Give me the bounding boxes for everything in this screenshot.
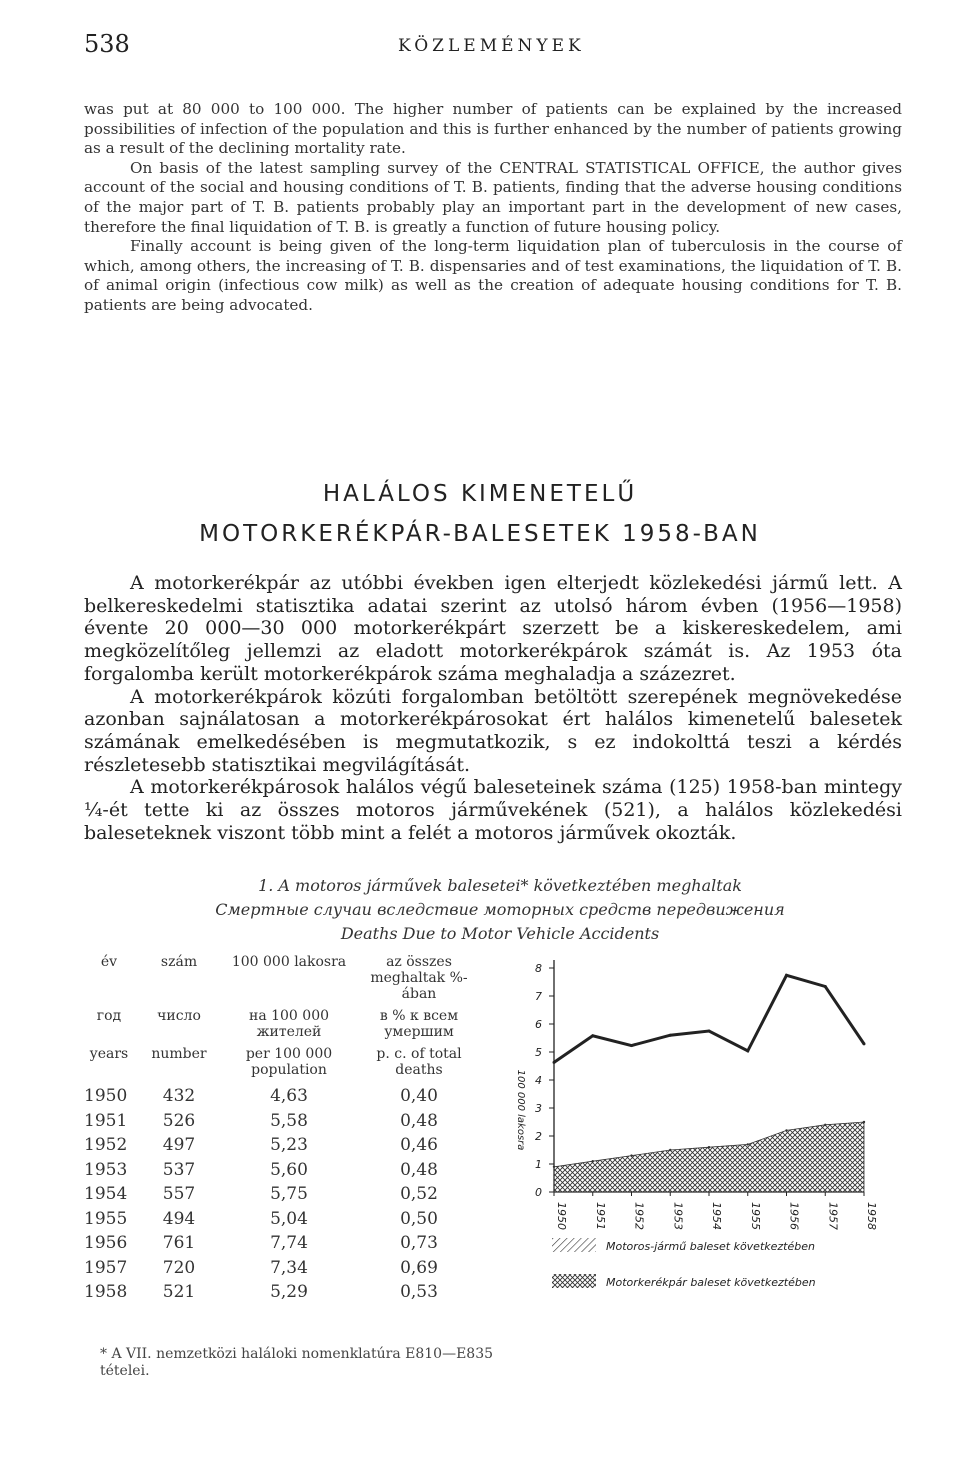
x-tick-label: 1950 [555, 1202, 568, 1230]
table-cell: 494 [162, 1208, 196, 1229]
column-header: szám [160, 954, 198, 970]
header-row-russian [84, 1008, 504, 1040]
table-cell: 7,34 [270, 1257, 308, 1278]
article-body [84, 572, 902, 844]
motorcycle-point [785, 1129, 787, 1131]
table-cell: 4,63 [270, 1086, 308, 1106]
table-cell: 5,04 [270, 1208, 308, 1229]
table-cell: 5,29 [270, 1282, 308, 1302]
table-caption [180, 874, 820, 946]
column-header: число [157, 1008, 201, 1024]
table-cell: 1952 [84, 1135, 128, 1155]
table-cell: 5,60 [270, 1159, 308, 1180]
motor-vehicle-point [553, 1061, 556, 1064]
motorcycle-point [592, 1160, 594, 1162]
x-tick-label: 1951 [593, 1202, 607, 1230]
summary-paragraph: was put at 80 000 to 100 000. The higher number of patients can be explained by the increased possibilities of infection of the population and this is further enhanced by the number of patients growing as a result of the declining mortality rate. [84, 100, 902, 158]
column-header: év [100, 954, 118, 970]
table-cell: 0,73 [400, 1233, 438, 1253]
table-cell: 5,58 [270, 1110, 308, 1131]
table-cell: 1950 [84, 1086, 128, 1106]
table-cell: 0,69 [400, 1257, 438, 1278]
motor-vehicle-point [708, 1030, 711, 1033]
motorcycle-point [747, 1143, 749, 1145]
legend-label: Motoros-jármű baleset következtében [606, 1240, 815, 1253]
table-cell: 5,75 [270, 1184, 308, 1204]
motorcycle-point [669, 1149, 671, 1151]
motorcycle-point [708, 1146, 710, 1148]
legend-label: Motorkerékpár baleset következtében [606, 1276, 816, 1289]
summary-paragraph: On basis of the latest sampling survey of the CENTRAL STATISTICAL OFFICE, the author gives account of the social and housing conditions of T. B. patients, finding that the adverse housing conditions of the major part of T. B. patients probably play an important part in the development of new cases, therefore the final liquidation of T. B. is greatly a function of future housing policy. [84, 158, 902, 236]
table-cell: 0,48 [400, 1159, 438, 1180]
series-line-motor-vehicle [554, 975, 864, 1062]
table-row [84, 1158, 504, 1183]
table-cell: 537 [162, 1159, 196, 1180]
column-header: p. c. of total deaths [376, 1046, 462, 1078]
legend-swatch-hatch [552, 1238, 596, 1252]
header-row-hungarian [84, 954, 504, 1002]
motor-vehicle-point [746, 1049, 749, 1052]
x-tick-label: 1952 [632, 1202, 646, 1230]
table-row [84, 1207, 504, 1232]
body-paragraph: A motorkerékpár az utóbbi években igen elterjedt közlekedési jármű lett. A belkereskedelmi statisztika adatai szerint az utolsó három évben (1956—1958) évente 20 000—30 000 motorkerékpárt szerzett be a kiskereskedelem, ami megközelítőleg jellemzi az eladott motorkerékpárok számát is. Az 1953 óta forgalomba került motorkerékpárok száma meghaladja a százezret. [84, 572, 902, 685]
table-cell: 526 [162, 1110, 196, 1131]
column-header: number [151, 1046, 207, 1062]
table-cell: 497 [162, 1135, 196, 1155]
table-cell: 0,40 [400, 1086, 438, 1106]
table-cell: 1957 [84, 1257, 128, 1278]
table-cell: 0,46 [400, 1135, 438, 1155]
table-body [84, 1084, 504, 1305]
column-header: в % к всем умершим [379, 1008, 459, 1040]
article-title-line: MOTORKERÉKPÁR-BALESETEK 1958-BAN [199, 521, 761, 547]
y-tick-label: 2 [535, 1130, 542, 1143]
y-tick-label: 8 [535, 962, 542, 975]
table-cell: 5,23 [270, 1135, 308, 1155]
motor-vehicle-point [824, 985, 827, 988]
column-header: per 100 000 population [245, 1046, 333, 1078]
table-row [84, 1256, 504, 1281]
motorcycle-point [863, 1121, 865, 1123]
table-cell: 1954 [84, 1184, 128, 1204]
x-tick-label: 1953 [671, 1202, 685, 1230]
x-tick-label: 1956 [787, 1202, 801, 1230]
table-cell: 720 [162, 1257, 196, 1278]
x-tick-label: 1955 [748, 1202, 762, 1230]
x-tick-label: 1954 [710, 1202, 723, 1230]
table-cell: 432 [162, 1086, 196, 1106]
body-paragraph: A motorkerékpárok közúti forgalomban betöltött szerepének megnövekedése azonban sajnálatosan a motorkerékpárosokat ért halálos kimenetelű balesetek számának emelkedésében is megmutatkozik, s ez indokolttá teszi a kérdés részletesebb statisztikai megvilágítását. [84, 685, 902, 776]
x-tick-label: 1957 [826, 1202, 840, 1230]
y-tick-label: 7 [535, 990, 542, 1003]
y-tick-label: 6 [535, 1018, 542, 1031]
table-cell: 1951 [84, 1110, 128, 1131]
table-cell: 0,52 [400, 1184, 438, 1204]
table-row [84, 1182, 504, 1207]
table-cell: 1958 [84, 1282, 128, 1302]
series-area-motorcycle [554, 1122, 864, 1192]
motor-vehicle-point [591, 1034, 594, 1037]
motorcycle-point [824, 1124, 826, 1126]
table-row [84, 1133, 504, 1158]
table-cell: 7,74 [270, 1233, 308, 1253]
table-cell: 1956 [84, 1233, 128, 1253]
table-cell: 1953 [84, 1159, 128, 1180]
table-cell: 1955 [84, 1208, 128, 1229]
table-cell: 0,48 [400, 1110, 438, 1131]
y-tick-label: 1 [535, 1158, 542, 1171]
running-head: KÖZLEMÉNYEK [398, 36, 585, 56]
deaths-table [84, 954, 504, 1305]
motor-vehicle-point [630, 1044, 633, 1047]
x-tick-label: 1958 [865, 1202, 878, 1230]
table-cell: 557 [162, 1184, 196, 1204]
header-row-english [84, 1046, 504, 1078]
table-row [84, 1109, 504, 1134]
y-axis-label: 100 000 lakosra [515, 1069, 526, 1151]
table-row [84, 1280, 504, 1305]
caption-russian: Смертные случаи вследствие моторных средств передвижения [215, 900, 785, 919]
column-header: на 100 000 жителей [248, 1008, 330, 1040]
column-header: год [96, 1008, 122, 1024]
summary-paragraph: Finally account is being given of the long-term liquidation plan of tuberculosis in the course of which, among others, the increasing of T. B. dispensaries and of test examinations, the liquidation of T. B. of animal origin (infectious cow milk) as well as the creation of adequate housing conditions for T. B. patients are being advocated. [84, 237, 902, 314]
table-row [84, 1084, 504, 1109]
motor-vehicle-point [785, 974, 788, 977]
page-number: 538 [84, 30, 130, 58]
table-cell: 761 [162, 1233, 196, 1253]
y-tick-label: 3 [535, 1102, 542, 1115]
column-header: az összes meghaltak %-ában [370, 954, 468, 1002]
table-cell: 521 [162, 1282, 196, 1302]
column-header: 100 000 lakosra [231, 954, 347, 970]
table-footnote: * A VII. nemzetközi haláloki nomenklatúra E810—E835 tételei. [100, 1346, 494, 1379]
column-header: years [89, 1046, 129, 1062]
table-row [84, 1231, 504, 1256]
english-summary [84, 100, 902, 316]
table-cell: 0,53 [400, 1282, 438, 1302]
motorcycle-point [553, 1166, 555, 1168]
caption-hungarian: 1. A motoros járművek balesetei* következtében meghaltak [258, 876, 742, 895]
article-title-line: HALÁLOS KIMENETELŰ [322, 481, 638, 507]
motorcycle-point [630, 1154, 632, 1156]
table-cell: 0,50 [400, 1208, 438, 1229]
caption-english: Deaths Due to Motor Vehicle Accidents [340, 924, 660, 943]
motor-vehicle-point [669, 1034, 672, 1037]
deaths-chart [480, 950, 880, 1330]
y-tick-label: 4 [535, 1074, 542, 1087]
article-title [140, 474, 820, 554]
motor-vehicle-point [863, 1042, 866, 1045]
legend-swatch-cross [552, 1274, 596, 1288]
y-tick-label: 5 [535, 1046, 542, 1059]
body-paragraph: A motorkerékpárosok halálos végű baleseteinek száma (125) 1958-ban mintegy ¼-ét tette ki az összes motoros járművekének (521), a halálos közlekedési baleseteknek viszont több mint a felét a motoros járművek okozták. [84, 776, 902, 844]
y-tick-label: 0 [535, 1186, 542, 1199]
